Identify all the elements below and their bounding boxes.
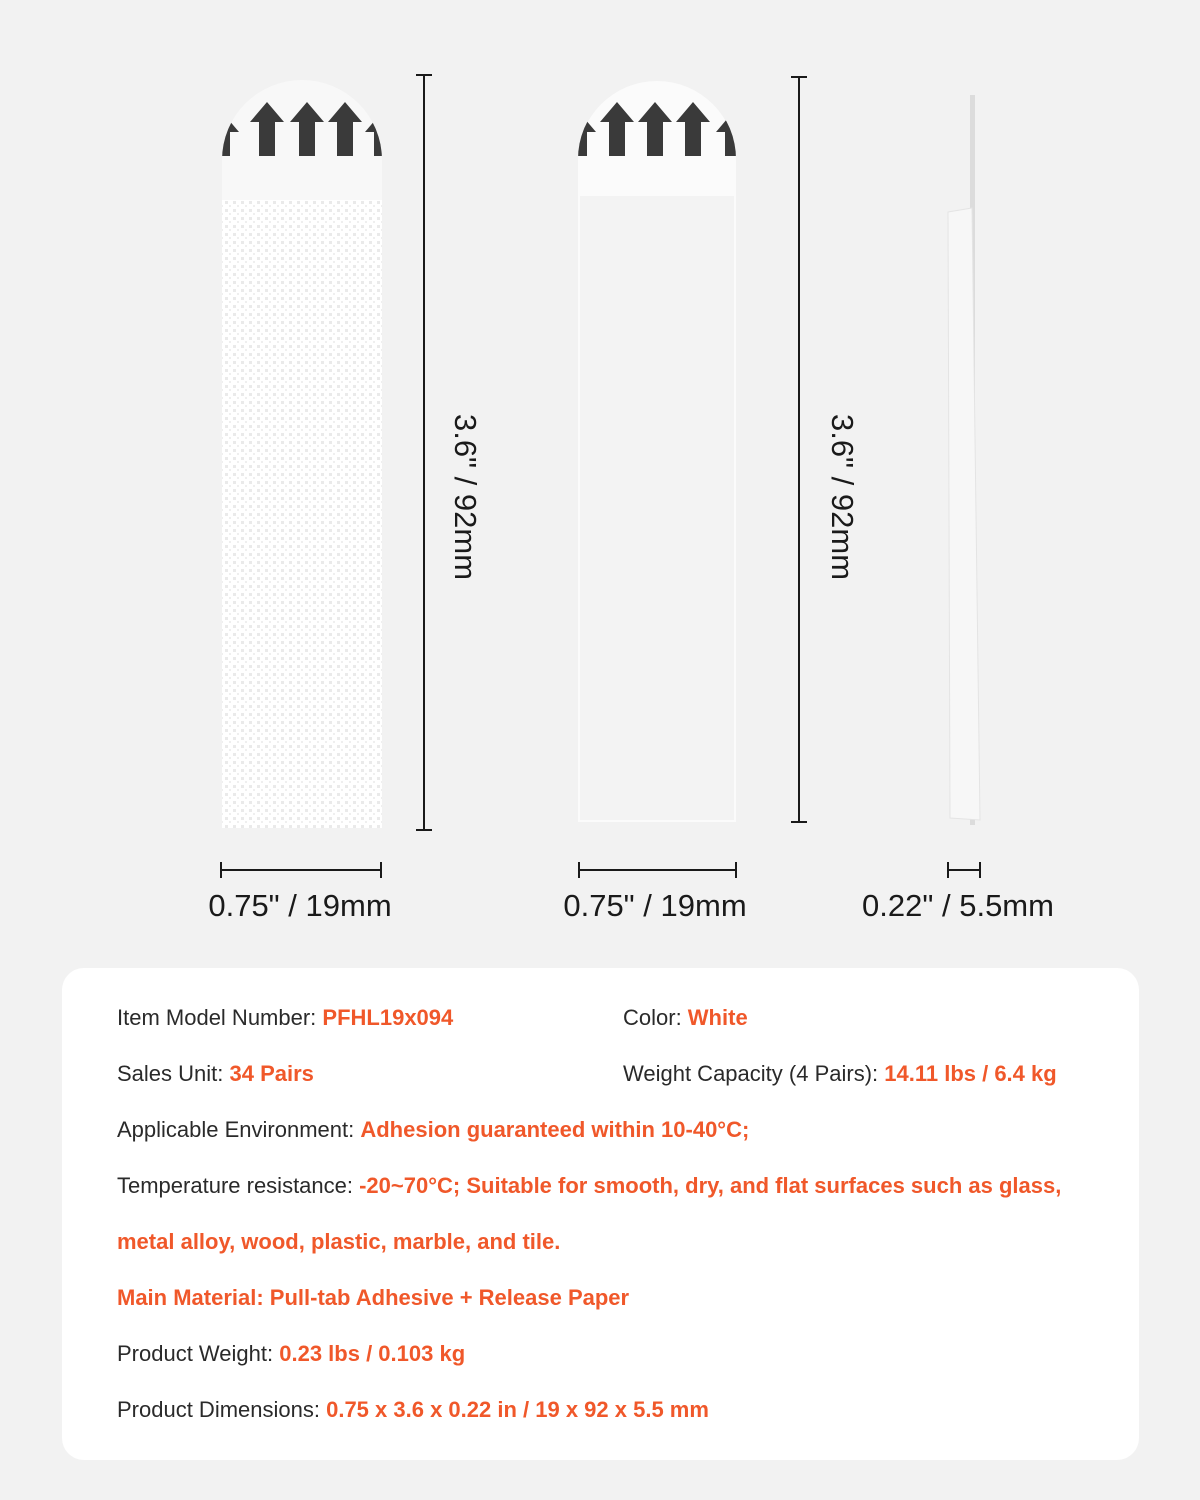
spec-color bbox=[623, 1005, 748, 1031]
spec-label: Product Weight: bbox=[117, 1341, 280, 1366]
spec-label: Product Dimensions: bbox=[117, 1397, 327, 1422]
spec-value: -20~70°C; Suitable for smooth, dry, and flat surfaces such as glass, bbox=[359, 1173, 1062, 1198]
spec-value: 0.75 x 3.6 x 0.22 in / 19 x 92 x 5.5 mm bbox=[326, 1397, 709, 1422]
spec-label: Color: bbox=[623, 1005, 688, 1030]
spec-environment bbox=[117, 1117, 749, 1143]
spec-temperature bbox=[117, 1173, 1061, 1199]
height-dimension-line bbox=[416, 75, 432, 830]
spec-card bbox=[62, 968, 1139, 1460]
strip-loop-side bbox=[562, 81, 750, 822]
spec-weight-capacity bbox=[623, 1061, 1057, 1087]
strip-side-profile bbox=[948, 95, 980, 825]
spec-value: PFHL19x094 bbox=[322, 1005, 454, 1030]
width-dimension-line bbox=[579, 862, 736, 878]
spec-label: Weight Capacity (4 Pairs): bbox=[623, 1061, 885, 1086]
spec-model bbox=[117, 1005, 453, 1031]
strip2-height-label: 3.6" / 92mm bbox=[825, 413, 860, 581]
spec-value: White bbox=[687, 1005, 748, 1030]
thickness-label: 0.22" / 5.5mm bbox=[862, 888, 1054, 923]
spec-label: Sales Unit: bbox=[117, 1061, 230, 1086]
width-dimension-line bbox=[221, 862, 381, 878]
spec-label: Item Model Number: bbox=[117, 1005, 323, 1030]
spec-temperature-continued bbox=[117, 1229, 560, 1255]
spec-product-dimensions bbox=[117, 1397, 709, 1423]
spec-value: Adhesion guaranteed within 10-40°C; bbox=[360, 1117, 750, 1142]
spec-label: Applicable Environment: bbox=[117, 1117, 361, 1142]
strip2-width-label: 0.75" / 19mm bbox=[563, 888, 747, 923]
spec-value: 14.11 lbs / 6.4 kg bbox=[884, 1061, 1057, 1086]
spec-material bbox=[117, 1285, 629, 1311]
spec-product-weight bbox=[117, 1341, 465, 1367]
strip1-width-label: 0.75" / 19mm bbox=[208, 888, 392, 923]
spec-sales-unit bbox=[117, 1061, 314, 1087]
thickness-dimension-line bbox=[948, 862, 980, 878]
spec-value: 0.23 lbs / 0.103 kg bbox=[279, 1341, 466, 1366]
spec-value: 34 Pairs bbox=[229, 1061, 314, 1086]
spec-value: metal alloy, wood, plastic, marble, and tile. bbox=[117, 1229, 561, 1254]
strip1-height-label: 3.6" / 92mm bbox=[448, 413, 483, 581]
height-dimension-line bbox=[791, 77, 807, 822]
strip-hook-side bbox=[205, 80, 399, 828]
spec-label: Temperature resistance: bbox=[117, 1173, 360, 1198]
spec-value: Main Material: Pull-tab Adhesive + Release Paper bbox=[117, 1285, 630, 1310]
